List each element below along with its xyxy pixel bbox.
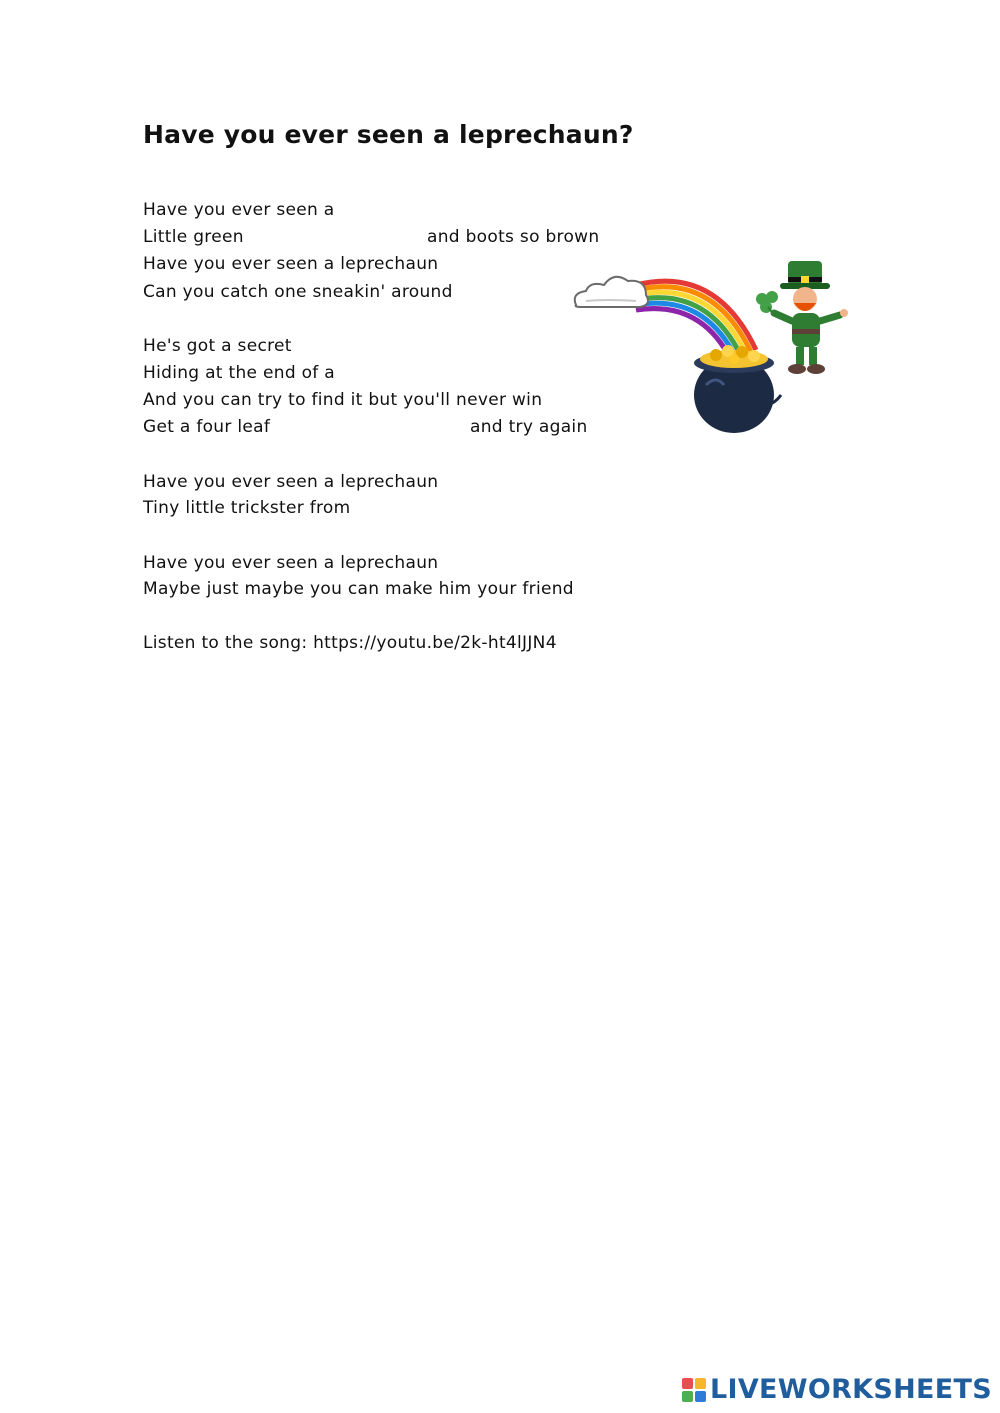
page-title: Have you ever seen a leprechaun? bbox=[143, 120, 634, 149]
lyric-line-6: Hiding at the end of a bbox=[143, 363, 336, 383]
listen-link-text: Listen to the song: https://youtu.be/2k-ht4lJJN4 bbox=[143, 633, 557, 653]
liveworksheets-logo bbox=[682, 1374, 992, 1405]
lyric-line-3: Have you ever seen a leprechaun bbox=[143, 254, 439, 274]
lyric-line-8-end: and try again bbox=[470, 417, 588, 437]
lyric-line-8-start: Get a four leaf bbox=[143, 417, 271, 437]
lyric-line-2-start: Little green bbox=[143, 227, 244, 247]
lyric-line-7: And you can try to find it but you'll never win bbox=[143, 390, 543, 410]
lyric-line-5: He's got a secret bbox=[143, 336, 292, 356]
lyric-line-1: Have you ever seen a bbox=[143, 200, 335, 220]
liveworksheets-logo-icon bbox=[682, 1378, 706, 1402]
lyric-line-9: Have you ever seen a leprechaun bbox=[143, 472, 439, 492]
lyric-line-11: Have you ever seen a leprechaun bbox=[143, 553, 439, 573]
lyric-line-2-end: and boots so brown bbox=[427, 227, 600, 247]
pot-of-gold-icon bbox=[694, 345, 781, 433]
lyric-line-4: Can you catch one sneakin' around bbox=[143, 282, 453, 302]
liveworksheets-logo-text: LIVEWORKSHEETS bbox=[709, 1374, 992, 1405]
leprechaun-illustration bbox=[566, 255, 856, 435]
cloud-icon bbox=[575, 277, 648, 307]
leprechaun-icon bbox=[756, 261, 848, 374]
lyric-line-10: Tiny little trickster from bbox=[143, 498, 351, 518]
lyric-line-12: Maybe just maybe you can make him your friend bbox=[143, 579, 574, 599]
